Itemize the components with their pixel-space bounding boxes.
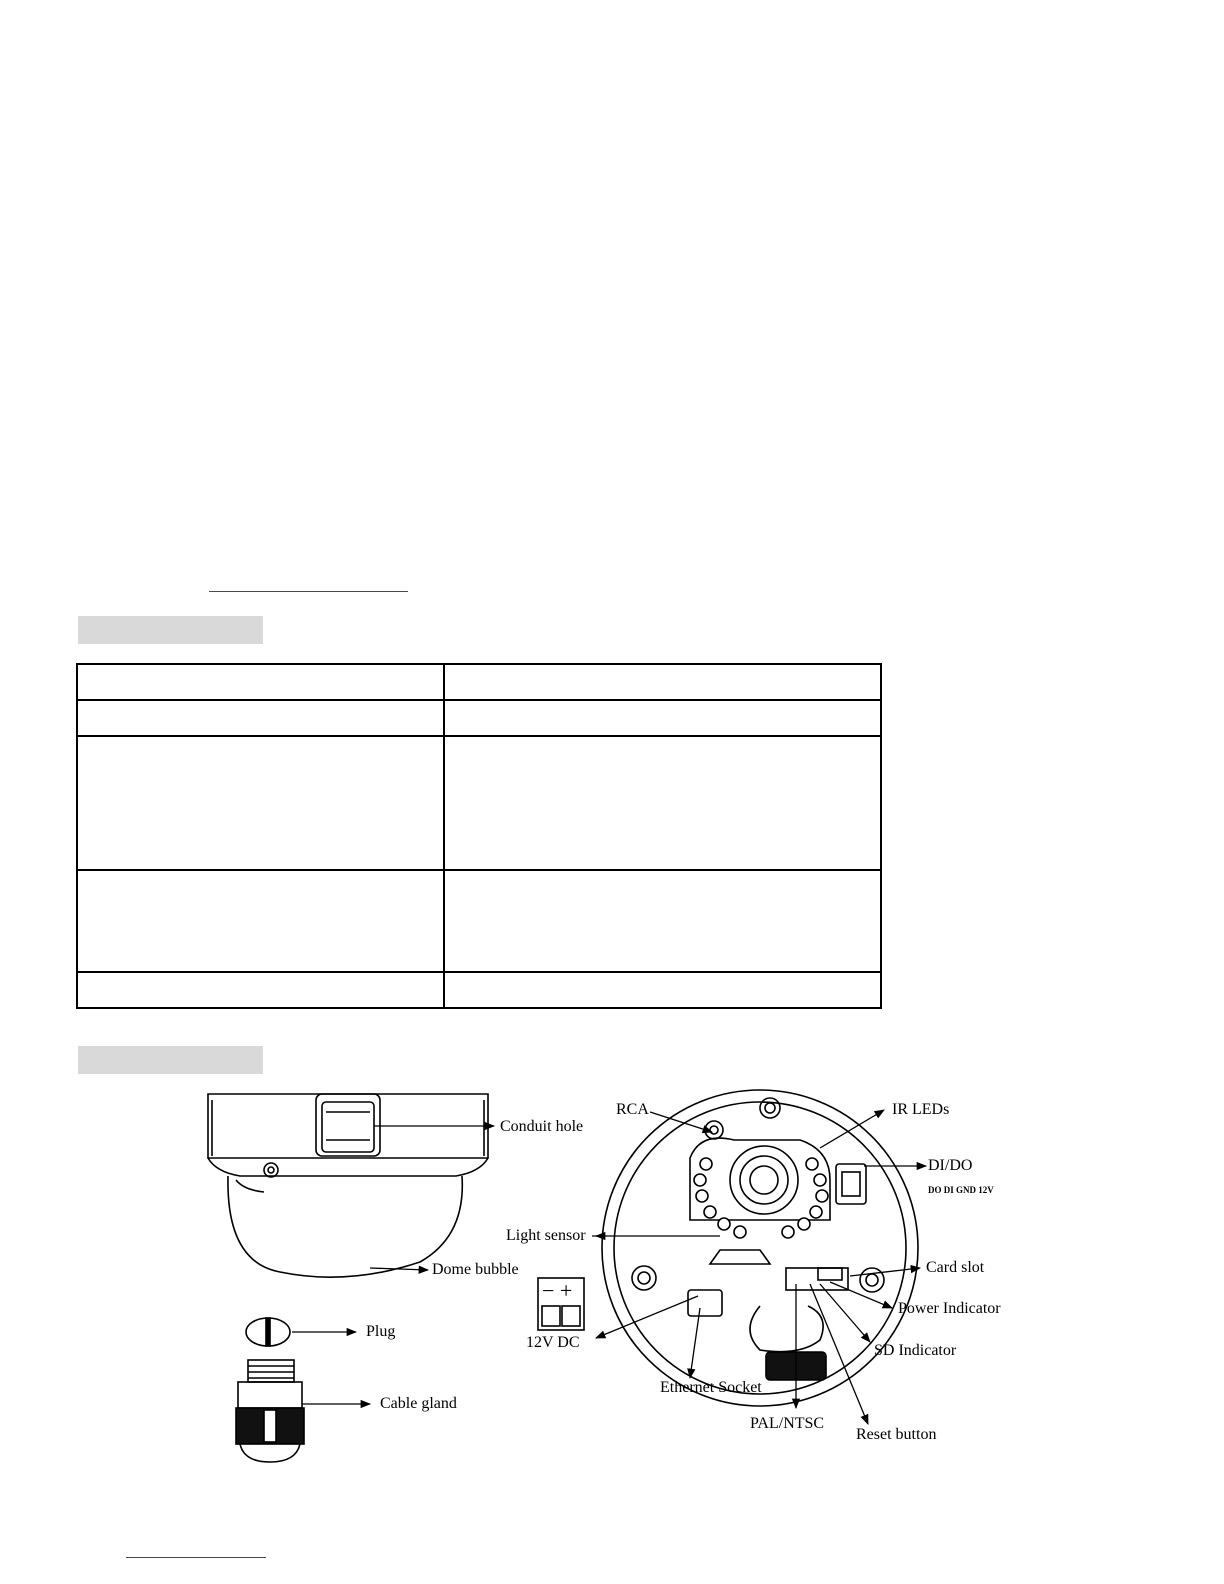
label-power-indicator: Power Indicator [898,1300,1001,1317]
label-plug: Plug [366,1323,396,1340]
label-terminal-sign: − + [542,1278,573,1303]
label-ethernet-socket: Ethernet Socket [660,1379,762,1396]
label-reset-button: Reset button [856,1426,937,1443]
label-conduit-hole: Conduit hole [500,1118,584,1135]
cable-gland-drawing [236,1360,304,1462]
top-view-camera-base [602,1090,918,1406]
label-cable-gland: Cable gland [380,1395,457,1412]
label-pal-ntsc: PAL/NTSC [750,1415,825,1432]
label-12v-dc: 12V DC [526,1334,580,1351]
ir-led-ring [694,1158,828,1238]
side-view-camera-housing [208,1094,488,1177]
label-di-do-pins: DO DI GND 12V [928,1185,994,1195]
label-dome-bubble: Dome bubble [432,1261,519,1278]
label-ir-leds: IR LEDs [892,1101,950,1118]
label-di-do: DI/DO [928,1157,973,1174]
label-light-sensor: Light sensor [506,1227,586,1244]
label-sd-indicator: SD Indicator [874,1342,957,1359]
label-card-slot: Card slot [926,1259,985,1276]
plug-drawing [246,1318,290,1346]
label-rca: RCA [616,1101,649,1118]
